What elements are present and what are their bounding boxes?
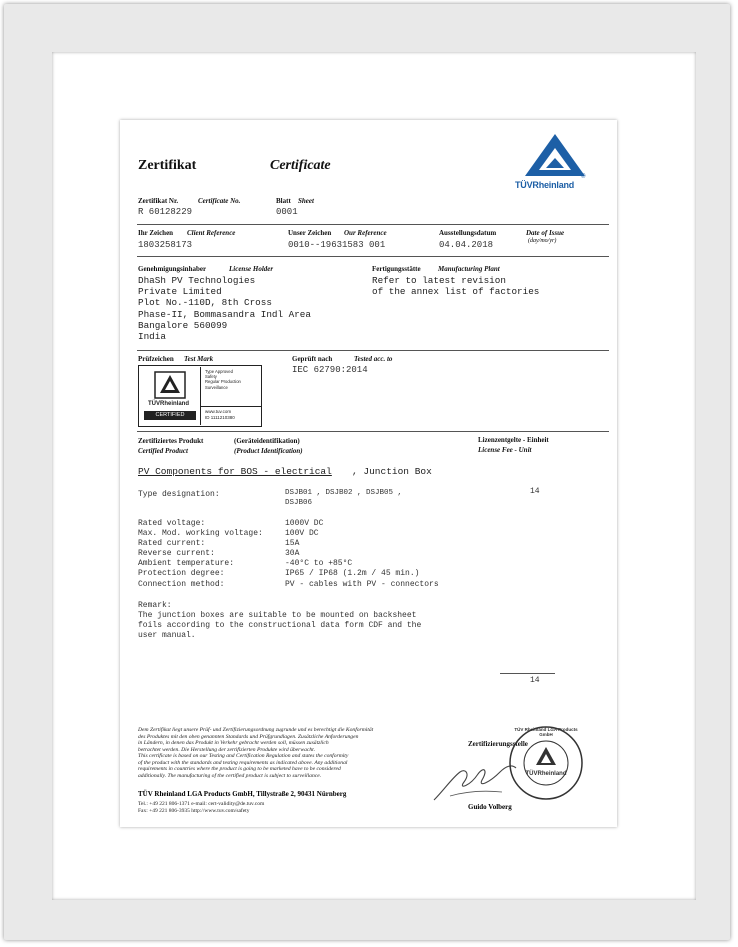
certificate-document [120, 120, 617, 827]
product-heading-suffix: , Junction Box [352, 466, 432, 477]
issue-label-de: Ausstellungsdatum [439, 229, 497, 237]
divider [137, 256, 609, 257]
company-address: TÜV Rheinland LGA Products GmbH, Tillystraße 2, 90431 Nürnberg [138, 790, 347, 798]
spec-values [285, 519, 439, 590]
our-ref-label-en: Our Reference [344, 229, 387, 237]
certificate-no-label-en: Certificate No. [198, 197, 241, 205]
badge-scope [205, 369, 241, 390]
signature-label: Zertifizierungsstelle [468, 740, 528, 748]
badge-divider [201, 406, 261, 407]
signature-scribble-icon [430, 752, 520, 807]
fee-label-en: License Fee - Unit [478, 446, 532, 454]
certificate-no-label-de: Zertifikat Nr. [138, 197, 179, 205]
legal-line: in Ländern, in denen das Produkt in Verkehr gebracht werden soll, müssen zusätzlich [138, 740, 329, 746]
spec-value: IP65 / IP68 (1.2m / 45 min.) [285, 569, 420, 579]
spec-value: 30A [285, 549, 300, 559]
client-reference: 1803258173 [138, 240, 193, 250]
address-line: Bangalore 560099 [138, 319, 228, 331]
title-german: Zertifikat [138, 158, 197, 173]
spec-label: Rated current: [138, 539, 206, 549]
product-heading: PV Components for BOS - electrical [138, 466, 332, 477]
type-designation-value-2: DSJB06 [285, 499, 313, 507]
title-english: Certificate [270, 158, 331, 173]
tested-label-de: Geprüft nach [292, 355, 333, 363]
remark-line: user manual. [138, 631, 196, 641]
badge-scope-line: Type Approved [205, 369, 233, 374]
fee-value: 14 [530, 487, 540, 496]
tuv-brand-text: TÜVRheinland [515, 180, 575, 190]
spec-value: -40°C to +85°C [285, 559, 353, 569]
address-line: Private Limited [138, 286, 222, 298]
address-line: Phase-II, Bommasandra Indl Area [138, 308, 311, 320]
license-holder-label-de: Genehmigungsinhaber [138, 265, 207, 273]
our-reference: 0010--19631583 001 [288, 240, 386, 250]
plant-label-en: Manufacturing Plant [438, 265, 500, 273]
remark-label: Remark: [138, 601, 172, 610]
legal-line: requirements in countries where the product is going to be marketed have to be considered [138, 766, 341, 772]
test-mark-badge [138, 365, 262, 427]
tuv-triangle-icon [515, 132, 595, 180]
contact-line: Tel.: +49 221 806-1371 e-mail: cert-validity@de.tuv.com [138, 801, 265, 807]
badge-scope-line: Surveillance [205, 384, 228, 390]
our-ref-label-de: Unser Zeichen [288, 229, 332, 237]
spec-label: Reverse current: [138, 549, 215, 559]
registered-mark: ® [581, 174, 586, 180]
badge-scope-line: Regular Production [205, 379, 241, 385]
remark-line: foils according to the constructional data form CDF and the [138, 621, 422, 631]
sheet-label-de: Blatt [276, 197, 291, 205]
tested-label-en: Tested acc. to [354, 355, 393, 363]
spec-value: 100V DC [285, 529, 319, 539]
fee-total: 14 [530, 676, 540, 685]
spec-label: Connection method: [138, 579, 225, 589]
product-label-de: Zertifiziertes Produkt [138, 437, 204, 445]
legal-line: of the product with the standards and testing requirements as indicated above. Any additional [138, 759, 348, 766]
divider [137, 224, 609, 225]
remark-text [138, 611, 421, 641]
type-designation-value: DSJB01 , DSJB02 , DSJB05 , [285, 489, 403, 497]
badge-url: www.tuv.com [205, 409, 232, 414]
badge-certified: CERTIFIED [144, 411, 196, 420]
legal-line: This certificate is based on our Testing and Certification Regulation and states the conformity [138, 753, 349, 759]
badge-brand: TÜVRheinland [148, 401, 190, 407]
legal-line: Dem Zertifikat liegt unsere Prüf- und Zertifizierungsordnung zugrunde und es berechtigt die Konformität [138, 727, 374, 733]
contact-line: Fax: +49 221 806-3935 http://www.tuv.com/safety [138, 808, 250, 814]
badge-scope-line: Safety [205, 374, 217, 380]
tuv-triangle-icon [154, 371, 186, 399]
seal-text: TÜV Rheinland LGA Products GmbH [514, 727, 578, 737]
divider [137, 350, 609, 351]
issue-date: 04.04.2018 [439, 240, 494, 250]
tuv-logo [515, 132, 595, 194]
product-label-en-2: (Product Identification) [234, 447, 303, 455]
plant-label-de: Fertigungsstätte [372, 265, 421, 273]
product-label-de-2: (Geräteidentifikation) [234, 437, 300, 445]
legal-line: betrachtet werden. Die Herstellung der zertifizierten Produkte wird überwacht. [138, 746, 316, 753]
address-line: Plot No.-110D, 8th Cross [138, 297, 272, 309]
plant-line: Refer to latest revision [372, 275, 506, 286]
spec-label: Protection degree: [138, 569, 225, 579]
issue-label-en: Date of Issue [526, 229, 565, 237]
client-ref-label-en: Client Reference [187, 229, 236, 237]
spec-value: 1000V DC [285, 519, 324, 528]
remark-line: The junction boxes are suitable to be mounted on backsheet [138, 611, 417, 620]
spec-value: PV - cables with PV - connectors [285, 579, 439, 589]
sheet-number: 0001 [276, 207, 298, 217]
certification-seal [508, 725, 584, 801]
license-holder-address [138, 275, 311, 342]
license-holder-label-en: License Holder [229, 265, 274, 273]
product-label-en: Certified Product [138, 447, 188, 455]
badge-id [205, 409, 235, 420]
spec-label: Ambient temperature: [138, 559, 235, 569]
fee-total-rule [500, 673, 555, 674]
fee-label-de: Lizenzentgelte - Einheit [478, 436, 549, 444]
signer-name: Guido Volberg [468, 803, 512, 811]
seal-brand: TÜVRheinland [525, 771, 567, 777]
address-line: DhaSh PV Technologies [138, 275, 256, 286]
legal-line: additionally. The manufacturing of the certified product is subject to surveillance. [138, 772, 322, 779]
legal-text [138, 727, 373, 779]
client-ref-label-de: Ihr Zeichen [138, 229, 174, 237]
type-designation-label: Type designation: [138, 490, 220, 499]
test-mark-logo [140, 367, 201, 425]
tested-standard: IEC 62790:2014 [292, 365, 368, 375]
plant-line: of the annex list of factories [372, 286, 540, 298]
legal-line: des Produktes mit den oben genannten Standards und Prüfgrundlagen. Zusätzliche Anforderungen [138, 733, 359, 740]
spec-labels [138, 519, 263, 590]
spec-label: Max. Mod. working voltage: [138, 529, 263, 539]
test-mark-label-en: Test Mark [184, 355, 214, 363]
spec-label: Rated voltage: [138, 519, 206, 528]
test-mark-label-de: Prüfzeichen [138, 355, 174, 363]
address-line: India [138, 331, 166, 343]
manufacturing-plant [372, 275, 539, 297]
spec-value: 15A [285, 539, 300, 549]
sheet-label-en: Sheet [298, 197, 314, 205]
company-contact [138, 801, 264, 815]
divider [137, 431, 609, 432]
issue-date-format: (day/mo/yr) [528, 238, 557, 244]
badge-id-number: ID 1111210380 [205, 414, 235, 420]
certificate-number: R 60128229 [138, 207, 193, 217]
